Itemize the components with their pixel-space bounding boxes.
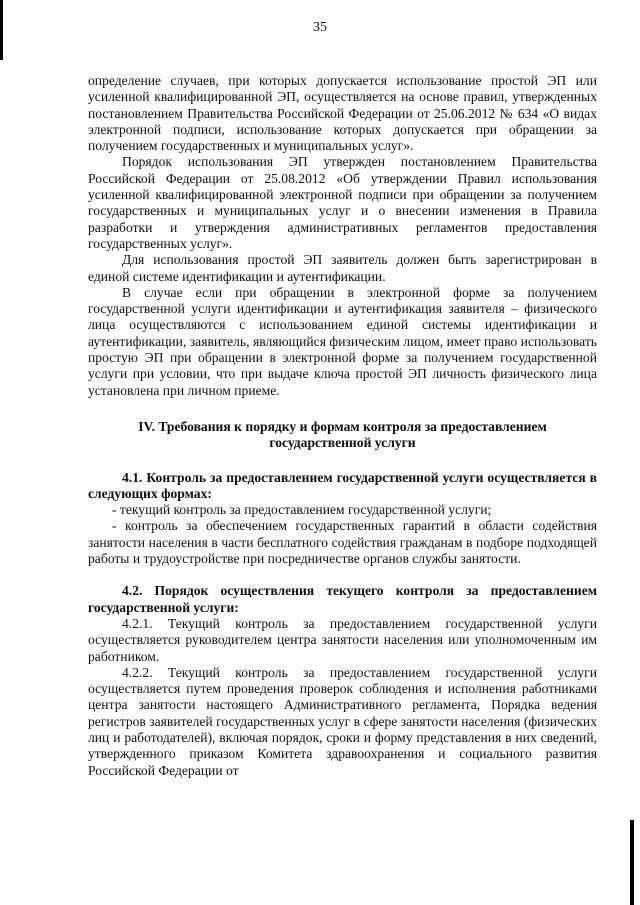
bullet-guarantees-control: - контроль за обеспечением государственных гарантий в области содействия занятости населения в части бесплатного содействия гражданам в подборе подходящей работы и трудоустройстве при посредничестве органов службы занятости. (88, 518, 597, 567)
section-heading: IV. Требования к порядку и формам контроля за предоставлением государственной услуги (138, 418, 547, 451)
paragraph-ep-procedure: Порядок использования ЭП утвержден постановлением Правительства Российской Федерации от 25.08.2012 «Об утверждении Правил использования усиленной квалифицированной электронной подписи при обращении за получением государственных и муниципальных услуг и о внесении изменения в Правила разработки и утверждения административных регламентов предоставления государственных услуг». (88, 154, 597, 251)
scan-edge-right (630, 820, 634, 905)
page-number: 35 (313, 20, 327, 35)
document-body (88, 73, 597, 779)
paragraph-simple-ep-registration: Для использования простой ЭП заявитель должен быть зарегистрирован в единой системе идентификации и аутентификации. (88, 252, 597, 284)
paragraph-continuation: определение случаев, при которых допускается использование простой ЭП или усиленной квалифицированной ЭП, осуществляется на основе правил, утвержденных постановлением Правительства Российской Федерации от 25.06.2012 № 634 «О видах электронной подписи, использование которых допускается при обращении за получением государственных и муниципальных услуг». (88, 73, 597, 154)
paragraph-identification: В случае если при обращении в электронной форме за получением государственной услуги идентификации и аутентификация заявителя – физического лица осуществляются с использованием единой системы идентификации и аутентификации, заявитель, являющийся физическим лицом, имеет право использовать простую ЭП при обращении в электронной форме за получением государственной услуги при условии, что при выдаче ключа простой ЭП личность физического лица установлена при личном приеме. (88, 284, 597, 398)
item-4-2-2: 4.2.2. Текущий контроль за предоставлением государственной услуги осуществляется путем проведения проверок соблюдения и исполнения работниками центра занятости настоящего Административного регламента, Порядка ведения регистров заявителей государственных услуг в сфере занятости населения (физических лиц и работодателей), включая порядок, сроки и форму представления в них сведений, утвержденного приказом Комитета здравоохранения и социального развития Российской Федерации от (88, 664, 597, 778)
subsection-4-2-heading: 4.2. Порядок осуществления текущего контроля за предоставлением государственной услуги: (88, 583, 597, 615)
item-4-2-1: 4.2.1. Текущий контроль за предоставлением государственной услуги осуществляется руководителем центра занятости населения или уполномоченным им работником. (88, 615, 597, 664)
subsection-4-1-heading: 4.1. Контроль за предоставлением государственной услуги осуществляется в следующих формах: (88, 469, 597, 501)
bullet-current-control: - текущий контроль за предоставлением государственной услуги; (112, 502, 492, 518)
